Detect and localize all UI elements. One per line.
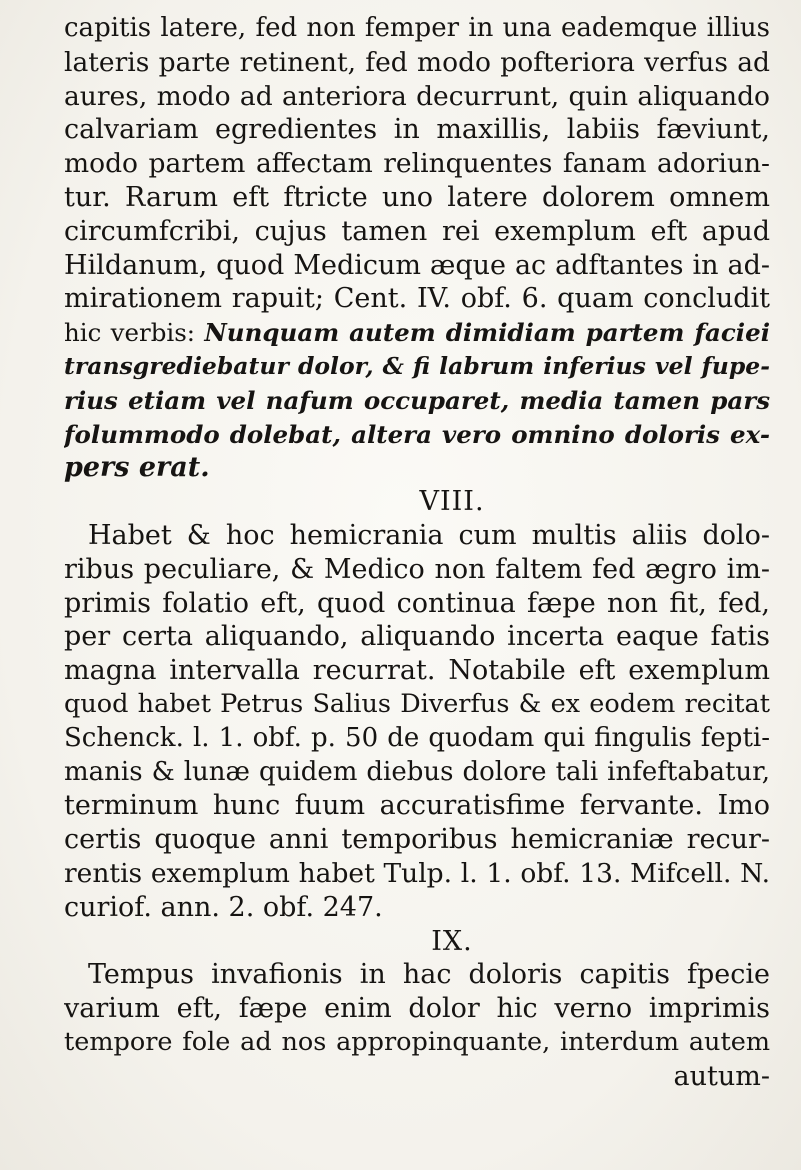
quotation-italic: Nunquam autem dimidiam partem faciei [204,318,770,348]
quotation-line: pers erat. [64,452,210,484]
text-line: Hildanum, quod Medicum æque ac adftantes in ad- [64,249,770,281]
text-line: ribus peculiare, & Medico non faltem fed ægro im- [64,553,770,585]
text-line: tur. Rarum eft ftricte uno latere dolorem omnem [64,181,770,213]
body-text [64,12,770,1094]
text-line: Habet & hoc hemicrania cum multis aliis dolo- [88,519,770,551]
text-line: circumfcribi, cujus tamen rei exemplum eft apud [64,215,770,247]
catchword: autum- [673,1060,770,1092]
section-heading-viii: VIII. [419,486,485,518]
section-heading-ix: IX. [431,925,473,957]
quotation-line: transgrediebatur dolor, & fi labrum inferius vel fupe- [64,351,770,380]
text-line: per certa aliquando, aliquando incerta eaque fatis [64,621,770,653]
text-line: magna intervalla recurrat. Notabile eft exemplum [64,655,770,687]
quotation-line: rius etiam vel nafum occuparet, media tamen pars [64,385,770,415]
text-line: tempore fole ad nos appropinquante, interdum autem [64,1026,770,1057]
text-line: manis & lunæ quidem diebus dolore tali infeftabatur, [64,756,770,787]
text-line: terminum hunc fuum accuratisfime fervante. Imo [64,790,770,822]
text-line: capitis latere, fed non femper in una eademque illius [64,13,770,43]
text-line-mixed [64,316,770,350]
text-line: rentis exemplum habet Tulp. l. 1. obf. 13. Mifcell. N. [64,857,770,889]
text-line: calvariam egredientes in maxillis, labiis fæviunt, [64,114,770,146]
text-line: varium eft, fæpe enim dolor hic verno imprimis [64,993,770,1025]
text-line: curiof. ann. 2. obf. 247. [64,891,383,923]
text-line: aures, modo ad anteriora decurrunt, quin aliquando [64,80,770,112]
text-line: quod habet Petrus Salius Diverfus & ex eodem recitat [64,688,770,719]
text-line: Schenck. l. 1. obf. p. 50 de quodam qui fingulis fepti- [64,722,770,753]
quotation-line: folummodo dolebat, altera vero omnino doloris ex- [64,419,770,449]
text-line: primis folatio eft, quod continua fæpe non fit, fed, [64,587,770,619]
text-line: mirationem rapuit; Cent. IV. obf. 6. quam concludit [64,283,770,315]
text-line: lateris parte retinent, fed modo pofteriora verfus ad [64,46,770,78]
text-line-roman: hic verbis: [64,318,196,348]
text-line: Tempus invafionis in hac doloris capitis fpecie [88,959,770,991]
text-line: modo partem affectam relinquentes fanam adoriun- [64,148,770,180]
text-line: certis quoque anni temporibus hemicraniæ recur- [64,824,770,856]
